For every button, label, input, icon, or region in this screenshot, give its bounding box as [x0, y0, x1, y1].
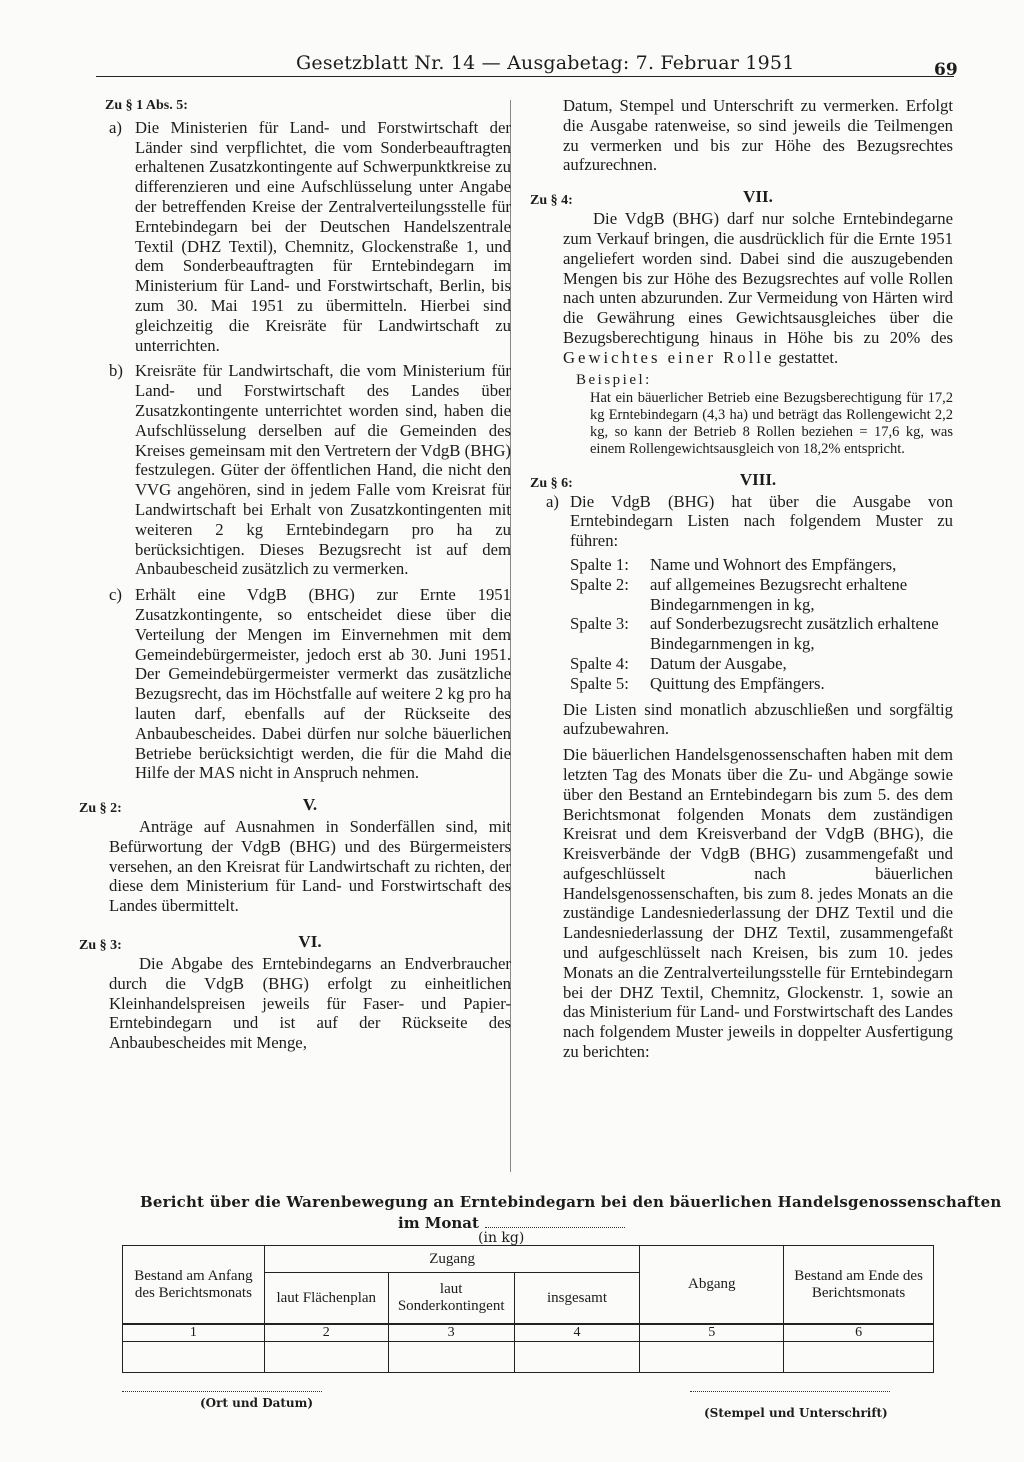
ref-para-1: Zu § 1 Abs. 5:	[105, 98, 188, 113]
blank-cell	[264, 1342, 388, 1373]
column-spec-label: Spalte 1:	[570, 554, 629, 574]
header-closing-stock: Bestand am Ende des Berichtsmonats	[784, 1246, 934, 1325]
form-month-label: im Monat	[398, 1214, 479, 1232]
report-form-table	[122, 1245, 934, 1373]
section-VII-text-a: Die VdgB (BHG) darf nur solche Erntebindegarne zum Verkauf bringen, die ausdrücklich für die Ernte 1951 angeliefert worden sind. Dabei sind die auszugebenden Mengen bis zur Höhe des Bezugsrechtes auf volle Rollen nach unten abzurunden. Zur Vermeidung von Härten wird die Gewährung eines Gewichtsausgleiches über die Bezugsberechtigung hinaus in Höhe bis zu 20% des	[563, 209, 953, 347]
column-spec-text: Name und Wohnort des Empfängers,	[650, 554, 897, 574]
clause-1b	[109, 361, 511, 579]
column-spec-4	[570, 654, 953, 674]
clause-label: a)	[546, 491, 559, 511]
column-spec-2	[570, 575, 953, 615]
header-opening-stock: Bestand am Anfang des Berichtsmonats	[123, 1246, 265, 1325]
header-additions: Zugang	[264, 1246, 640, 1273]
column-spec-text: auf Sonderbezugsrecht zusätzlich erhaltene Bindegarnmengen in kg,	[650, 614, 939, 654]
clause-text: Kreisräte für Landwirtschaft, die vom Ministerium für Land- und Forstwirtschaft des Landes über Zusatzkontingente unterrichtet worden sind, haben die Aufschlüsselung derselben auf die Gemeinden des Kreises gemeinsam mit den Vertretern der VdgB (BHG) festzulegen. Güter der öffentlichen Hand, die nicht den VVG angehören, sind in jedem Falle vom Kreisrat für Landwirtschaft bei Erhalt von Zusatzkontingenten mit weiteren 2 kg Erntebindegarn pro ha zu berücksichtigen. Dieses Bezugsrecht ist auf dem Anbaubescheid zusätzlich zu vermerken.	[135, 361, 511, 579]
section-V-text: Anträge auf Ausnahmen in Sonderfällen sind, mit Befürwortung der VdgB (BHG) und des Bürgermeisters versehen, an den Kreisrat für Landwirtschaft zu richten, der diese dem Ministerium für Land- und Forstwirtschaft des Landes übermittelt.	[109, 817, 511, 916]
place-date-line	[122, 1391, 322, 1392]
header-disposals: Abgang	[640, 1246, 784, 1325]
column-spec-label: Spalte 4:	[570, 653, 629, 673]
ref-para-3: Zu § 3:	[79, 938, 122, 954]
blank-cell	[784, 1342, 934, 1373]
column-number: 2	[264, 1324, 388, 1342]
section-number: V.	[302, 795, 318, 815]
blank-cell	[123, 1342, 265, 1373]
ref-para-6: Zu § 6:	[530, 475, 573, 491]
section-number: VIII.	[739, 469, 777, 489]
section-number: VI.	[298, 932, 322, 952]
clause-8a	[546, 492, 953, 551]
column-spec-label: Spalte 3:	[570, 614, 629, 634]
section-VII-text-b: gestattet.	[778, 347, 839, 367]
page-number: 69	[934, 60, 958, 80]
header-rule	[96, 76, 954, 77]
column-spec-text: Datum der Ausgabe,	[650, 653, 787, 673]
section-VI-text: Die Abgabe des Erntebindegarns an Endverbraucher durch die VdgB (BHG) erfolgt zu einheitlichen Kleinhandelspreisen jeweils für Faser- und Papier-Erntebindegarn und ist auf der Rückseite des Anbaubescheides mit Menge,	[109, 954, 511, 1053]
column-number: 5	[640, 1324, 784, 1342]
clause-text: Erhält eine VdgB (BHG) zur Ernte 1951 Zusatzkontingente, so entscheidet diese über die Verteilung der Mengen im Einvernehmen mit dem Gemeindebürgermeister, jedoch erst ab 30. Juni 1951. Der Gemeindebürgermeister vermerkt das zusätzliche Bezugsrecht, das im Höchstfalle auf weitere 2 kg pro ha lauten darf, ebenfalls auf der Rückseite des Anbaubescheides. Dabei dürfen nur solche bäuerlichen Betriebe berücksichtigt werden, die für die Mahd die Hilfe der MAS nicht in Anspruch nehmen.	[135, 585, 511, 783]
example-heading: Beispiel:	[576, 371, 652, 388]
section-V-heading	[79, 795, 511, 817]
column-number: 6	[784, 1324, 934, 1342]
form-title: Bericht über die Warenbewegung an Erntebindegarn bei den bäuerlichen Handelsgenossenschaften	[140, 1193, 1002, 1211]
clause-label: a)	[109, 117, 122, 137]
example-text: Hat ein bäuerlicher Betrieb eine Bezugsberechtigung für 17,2 kg Erntebindegarn (4,3 ha) und beträgt das Rollengewicht 2,2 kg, so kann der Betrieb 8 Rollen beziehen = 17,6 kg, was einem Rollengewichtsausgleich von 18,2% entspricht.	[590, 390, 953, 457]
header-total: insgesamt	[514, 1273, 640, 1325]
header-by-special-quota: laut Sonderkontingent	[388, 1273, 514, 1325]
column-spec-1	[570, 555, 953, 575]
left-column	[79, 96, 511, 1053]
section-VII-heading	[530, 187, 953, 209]
section-VIII-heading	[530, 470, 953, 492]
column-spec-label: Spalte 2:	[570, 574, 629, 594]
blank-cell	[388, 1342, 514, 1373]
column-number: 1	[123, 1324, 265, 1342]
clause-label: b)	[109, 361, 123, 381]
form-unit: (in kg)	[478, 1230, 525, 1246]
section-VI-continued: Datum, Stempel und Unterschrift zu vermerken. Erfolgt die Ausgabe ratenweise, so sind jeweils die Teilmengen zu vermerken und bis zur Höhe des Bezugsrechtes aufzurechnen.	[563, 96, 953, 175]
column-spec-text: auf allgemeines Bezugsrecht erhaltene Bindegarnmengen in kg,	[650, 574, 908, 614]
section-VII-spaced-text: Gewichtes einer Rolle	[563, 347, 775, 367]
month-blank-line	[485, 1227, 625, 1228]
column-number: 3	[388, 1324, 514, 1342]
ref-para-2: Zu § 2:	[79, 801, 122, 817]
right-column	[530, 96, 953, 1062]
blank-cell	[514, 1342, 640, 1373]
column-spec-3	[570, 614, 953, 654]
clause-1a	[109, 118, 511, 356]
clause-text: Die VdgB (BHG) hat über die Ausgabe von Erntebindegarn Listen nach folgendem Muster zu führen:	[570, 491, 953, 551]
page-header-title: Gesetzblatt Nr. 14 — Ausgabetag: 7. Februar 1951	[296, 52, 795, 74]
lists-note: Die Listen sind monatlich abzuschließen und sorgfältig aufzubewahren.	[563, 699, 953, 739]
section-number: VII.	[743, 187, 773, 207]
header-by-area-plan: laut Flächenplan	[264, 1273, 388, 1325]
clause-label: c)	[109, 585, 122, 605]
clause-1c	[109, 585, 511, 783]
section-VI-heading	[79, 932, 511, 954]
section-VII-text	[563, 209, 953, 367]
stamp-signature-line	[690, 1391, 890, 1392]
column-spec-label: Spalte 5:	[570, 673, 629, 693]
column-spec-text: Quittung des Empfängers.	[650, 673, 825, 693]
column-number: 4	[514, 1324, 640, 1342]
report-instructions: Die bäuerlichen Handelsgenossenschaften haben mit dem letzten Tag des Monats über die Zu- und Abgänge sowie über den Bestand an Erntebindegarn bis zum 5. des dem Berichtsmonat folgenden Monats dem zuständigen Kreisrat und dem Kreisverband der VdgB (BHG), die Kreisverbände der VdgB (BHG) zusammengefaßt und aufgeschlüsselt nach bäuerlichen Handelsgenossenschaften, bis zum 8. jedes Monats an die zuständige Landesniederlassung der DHZ Textil und die Landesniederlassung der DHZ Textil, zusammengefaßt und aufgeschlüsselt nach Kreisen, bis zum 10. jedes Monats an die Zentralverteilungsstelle für Erntebindegarn bei der DHZ Textil, Chemnitz, Glockenstr. 1, sowie an das Ministerium für Land- und Forstwirtschaft des Landes nach folgendem Muster jeweils in doppelter Ausfertigung zu berichten:	[563, 745, 953, 1062]
blank-cell	[640, 1342, 784, 1373]
ref-para-4: Zu § 4:	[530, 193, 573, 209]
stamp-signature-caption: (Stempel und Unterschrift)	[704, 1406, 888, 1420]
clause-text: Die Ministerien für Land- und Forstwirtschaft der Länder sind verpflichtet, die vom Sonderbeauftragten erhaltenen Zusatzkontingente auf Schwerpunktkreise zu differenzieren und eine Aufschlüsselung unter Angabe der betreffenden Kreise der Zentralverteilungsstelle für Erntebindegarn bei der Deutschen Handelszentrale Textil (DHZ Textil), Chemnitz, Glockenstraße 1, und dem Sonderbeauftragten für Erntebindegarn im Ministerium für Land- und Forstwirtschaft, Berlin, bis zum 30. Mai 1951 zu übermitteln. Hierbei sind gleichzeitig die Kreisräte für Landwirtschaft zu unterrichten.	[135, 117, 511, 355]
column-spec-5	[570, 674, 953, 694]
place-date-caption: (Ort und Datum)	[200, 1396, 314, 1410]
